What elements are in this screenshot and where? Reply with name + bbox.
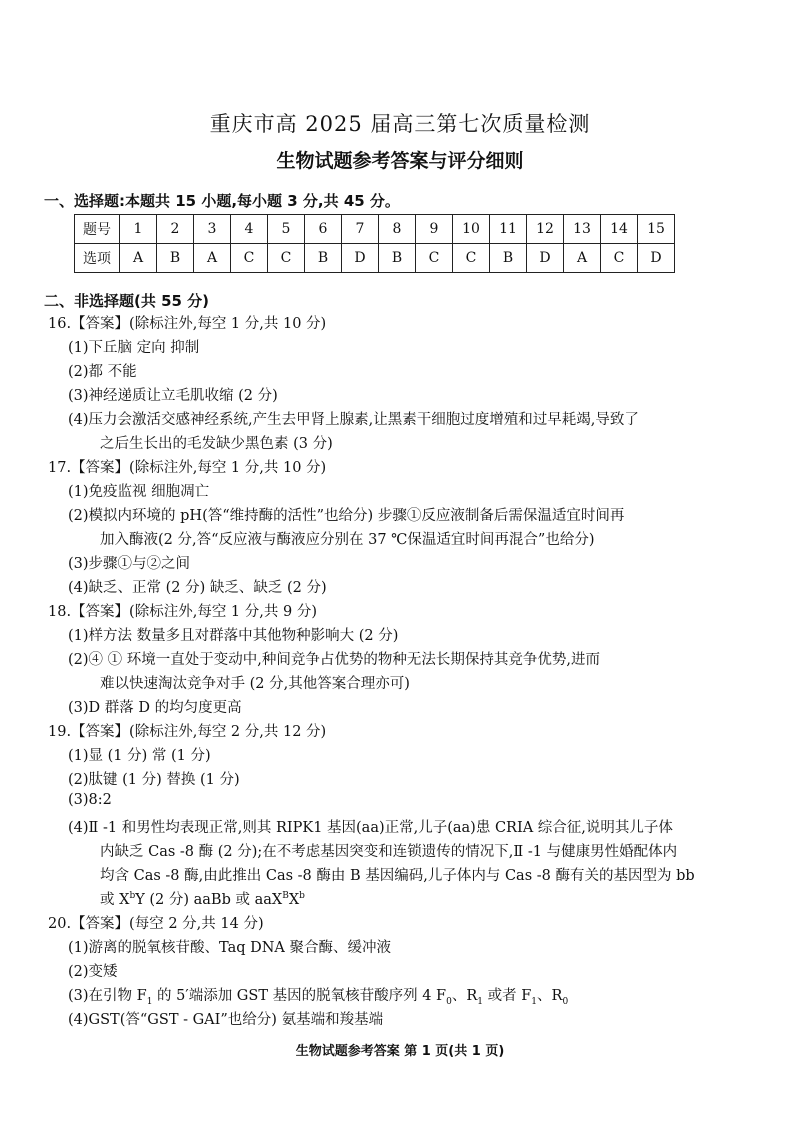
section-1-heading: 一、选择题:本题共 15 小题,每小题 3 分,共 45 分。	[44, 192, 400, 210]
table-cell: 11	[490, 215, 527, 244]
q19-answer-1: (1)显 (1 分) 常 (1 分)	[68, 748, 211, 764]
q19-answer-4-line-1: (4)Ⅱ -1 和男性均表现正常,则其 RIPK1 基因(aa)正常,儿子(aa)患 CRIA 综合征,说明其儿子体	[68, 820, 673, 836]
q16-answer-4-line-1: (4)压力会激活交感神经系统,产生去甲肾上腺素,让黑素干细胞过度增殖和过早耗竭,导致了	[68, 412, 639, 428]
q17-answer-4: (4)缺乏、正常 (2 分) 缺乏、缺乏 (2 分)	[68, 580, 327, 596]
q19-answer-3: (3)8:2	[68, 792, 112, 808]
table-cell: D	[342, 244, 379, 273]
section-2-heading: 二、非选择题(共 55 分)	[44, 292, 210, 310]
table-cell: 10	[453, 215, 490, 244]
superscript: b	[299, 891, 305, 902]
table-cell: A	[194, 244, 231, 273]
q19-answer-2: (2)肽键 (1 分) 替换 (1 分)	[68, 772, 240, 788]
table-cell: 12	[527, 215, 564, 244]
q16-answer-3: (3)神经递质让立毛肌收缩 (2 分)	[68, 388, 278, 404]
superscript: B	[282, 891, 289, 902]
table-cell: A	[564, 244, 601, 273]
superscript: b	[129, 891, 136, 902]
table-cell: 5	[268, 215, 305, 244]
q17-heading: 17.【答案】(除标注外,每空 1 分,共 10 分)	[48, 460, 327, 476]
genotype-text: Y (2 分) aaBb 或 aaX	[135, 892, 283, 908]
subscript: 1	[146, 996, 153, 1007]
table-cell: 8	[379, 215, 416, 244]
q17-answer-3: (3)步骤①与②之间	[68, 556, 191, 572]
genotype-text: X	[288, 892, 300, 908]
table-cell: 7	[342, 215, 379, 244]
answer-text: 、R	[451, 988, 478, 1004]
table-cell: B	[157, 244, 194, 273]
q18-answer-1: (1)样方法 数量多且对群落中其他物种影响大 (2 分)	[68, 628, 399, 644]
table-cell: 6	[305, 215, 342, 244]
answer-table	[74, 214, 675, 273]
table-cell: B	[305, 244, 342, 273]
table-cell: C	[231, 244, 268, 273]
q17-answer-2-line-1: (2)模拟内环境的 pH(答“维持酶的活性”也给分) 步骤①反应液制备后需保温适宜时间再	[68, 508, 625, 524]
q16-answer-1: (1)下丘脑 定向 抑制	[68, 340, 200, 356]
q19-heading: 19.【答案】(除标注外,每空 2 分,共 12 分)	[48, 724, 327, 740]
q18-heading: 18.【答案】(除标注外,每空 1 分,共 9 分)	[48, 604, 317, 620]
q19-answer-4-line-2: 内缺乏 Cas -8 酶 (2 分);在不考虑基因突变和连锁遗传的情况下,Ⅱ -1 与健康男性婚配体内	[100, 844, 678, 860]
subscript: 0	[562, 996, 569, 1007]
q20-answer-1: (1)游离的脱氧核苷酸、Taq DNA 聚合酶、缓冲液	[68, 940, 392, 956]
table-cell: 3	[194, 215, 231, 244]
table-cell: C	[268, 244, 305, 273]
q18-answer-3: (3)D 群落 D 的均匀度更高	[68, 700, 242, 716]
genotype-text: 或 X	[100, 892, 130, 908]
table-cell: 1	[120, 215, 157, 244]
subscript: 0	[446, 996, 452, 1007]
question-number-row	[75, 215, 675, 244]
row-label-question-number: 题号	[75, 215, 120, 244]
q16-heading: 16.【答案】(除标注外,每空 1 分,共 10 分)	[48, 316, 327, 332]
q18-answer-2-line-1: (2)④ ① 环境一直处于变动中,种间竞争占优势的物种无法长期保持其竞争优势,进而	[68, 652, 600, 668]
table-cell: 15	[638, 215, 675, 244]
answer-option-row	[75, 244, 675, 273]
q17-answer-1: (1)免疫监视 细胞凋亡	[68, 484, 210, 500]
table-cell: 14	[601, 215, 638, 244]
table-cell: 13	[564, 215, 601, 244]
table-cell: 2	[157, 215, 194, 244]
row-label-option: 选项	[75, 244, 120, 273]
q20-answer-3	[68, 984, 568, 1007]
answer-text: 或者 F	[483, 988, 532, 1004]
q19-answer-4-line-4	[100, 888, 305, 909]
table-cell: D	[527, 244, 564, 273]
table-cell: C	[453, 244, 490, 273]
subscript: 1	[477, 996, 483, 1007]
answer-text: 、R	[537, 988, 563, 1004]
q18-answer-2-line-2: 难以快速淘汰竞争对手 (2 分,其他答案合理亦可)	[100, 676, 410, 692]
q20-answer-2: (2)变矮	[68, 964, 118, 980]
table-cell: B	[490, 244, 527, 273]
q16-answer-2: (2)都 不能	[68, 364, 137, 380]
table-cell: 4	[231, 215, 268, 244]
answer-text: (3)在引物 F	[68, 988, 147, 1004]
table-cell: 9	[416, 215, 453, 244]
table-cell: A	[120, 244, 157, 273]
table-cell: B	[379, 244, 416, 273]
page-title: 重庆市高 2025 届高三第七次质量检测	[209, 112, 591, 136]
table-cell: C	[416, 244, 453, 273]
table-cell: C	[601, 244, 638, 273]
q16-answer-4-line-2: 之后生长出的毛发缺少黑色素 (3 分)	[100, 436, 333, 452]
page-subtitle: 生物试题参考答案与评分细则	[276, 150, 524, 172]
q19-answer-4-line-3: 均含 Cas -8 酶,由此推出 Cas -8 酶由 B 基因编码,儿子体内与 Cas -8 酶有关的基因型为 bb	[100, 868, 695, 884]
answer-text: 的 5′端添加 GST 基因的脱氧核苷酸序列 4 F	[152, 988, 447, 1004]
q17-answer-2-line-2: 加入酶液(2 分,答“反应液与酶液应分别在 37 ℃保温适宜时间再混合”也给分)	[100, 532, 595, 548]
table-cell: D	[638, 244, 675, 273]
subscript: 1	[531, 996, 538, 1007]
q20-answer-4: (4)GST(答“GST - GAI”也给分) 氨基端和羧基端	[68, 1012, 384, 1028]
q20-heading: 20.【答案】(每空 2 分,共 14 分)	[48, 916, 264, 932]
page-footer: 生物试题参考答案 第 1 页(共 1 页)	[295, 1044, 505, 1059]
